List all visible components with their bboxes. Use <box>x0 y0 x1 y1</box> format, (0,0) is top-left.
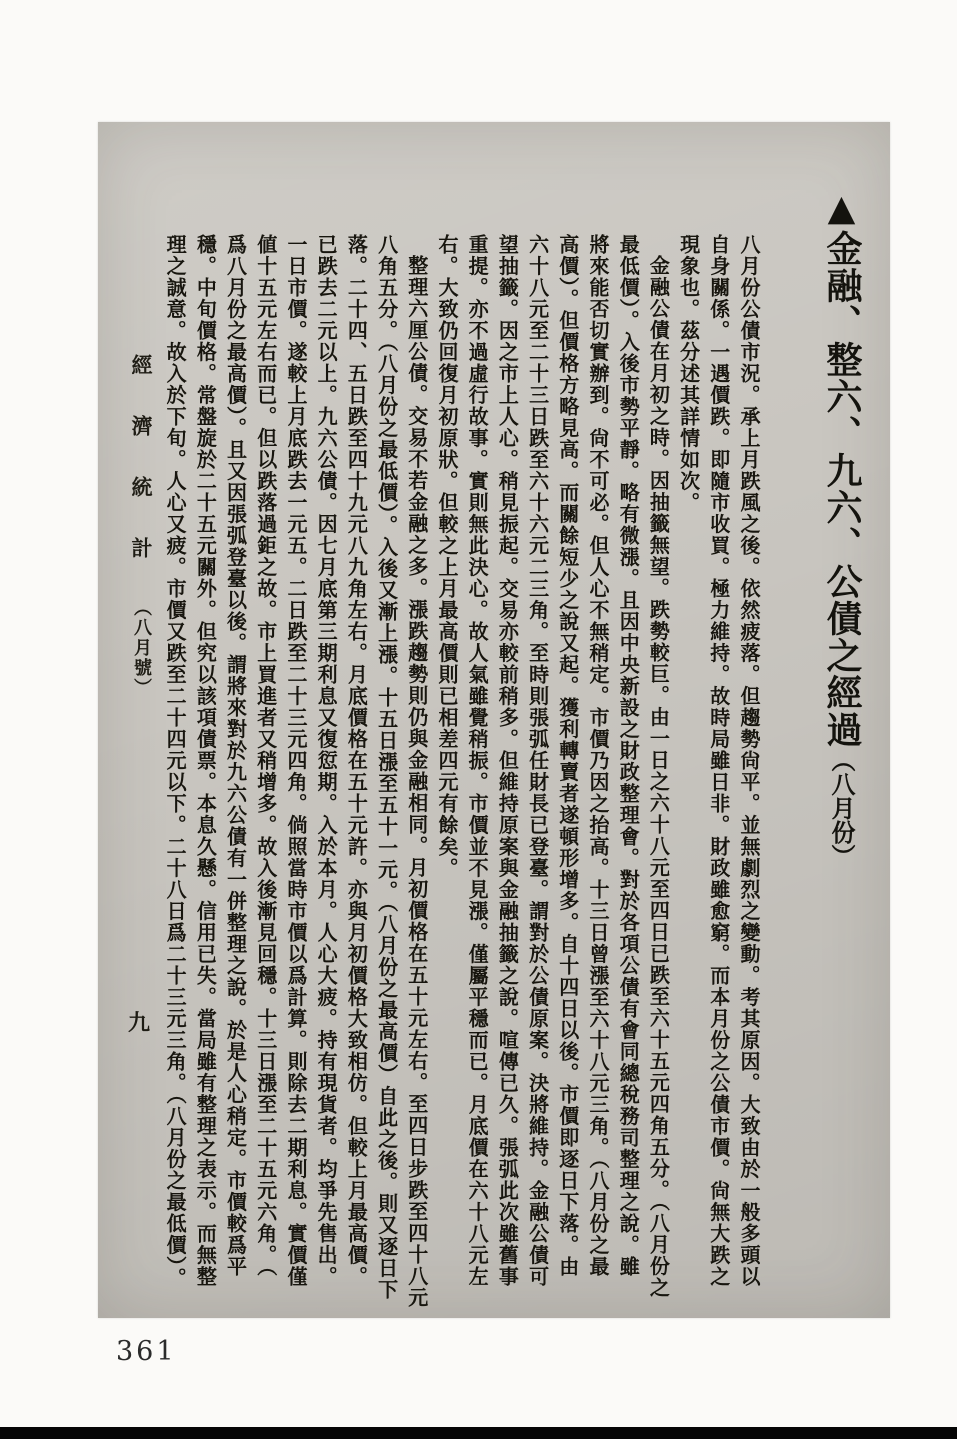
text-column: 已跌去二元以上。九六公債。因七月底第三期利息又復愆期。入於本月。人心大疲。持有現貨者。均爭先售出。 <box>314 234 339 1288</box>
text-column: 自身關係。一遇價跌。即隨市收買。極力維持。故時局雖日非。財政雖愈窮。而本月份之公債市價。尙無大跌之 <box>706 234 731 1288</box>
text-column: 將來能否切實辦到。尙不可必。但人心不無稍定。市價乃因之抬高。十三日曾漲至六十八元三角。（八月份之最 <box>585 234 610 1278</box>
page-number: 361 <box>116 1336 177 1367</box>
text-column: 金融公債在月初之時。因抽籤無望。跌勢較巨。由一日之六十八元至四日已跌至六十五元四角五分。（八月份之 <box>646 255 671 1299</box>
text-column: 爲八月份之最高價）。且又因張弧登臺以後。謂將來對於九六公債有一併整理之說。於是人心稍定。市價較爲平 <box>223 234 248 1278</box>
article-title-text: ▲金融、整六、九六、公債之經過 <box>821 188 862 748</box>
journal-name: 經濟統計 <box>129 354 153 598</box>
text-column: 値十五元左右而已。但以跌落過鉅之故。市上買進者又稍增多。故入後漸見回穩。十三日漲至二十五元六角。（ <box>253 234 278 1278</box>
journal-issue: （八月號） <box>131 598 152 698</box>
text-column: 一日市價。遂較上月底跌去一元五。二日跌至二十三元四角。倘照當時市價以爲計算。則除去二期利息。實價僅 <box>283 234 308 1288</box>
scan-edge-bar <box>0 1427 957 1439</box>
text-column: 落。二十四、五日跌至四十九元八九角左右。月底價格在五十元許。亦與月初價格大致相仿。但較上月最高價。 <box>344 234 369 1288</box>
scanned-page <box>98 122 890 1318</box>
text-column: 重提。亦不過虛行故事。實則無此決心。故人氣雖覺稍振。市價並不見漲。僅屬平穩而已。月底價在六十八元左 <box>465 234 490 1288</box>
text-column: 穩。中旬價格。常盤旋於二十五元關外。但究以該項債票。本息久懸。信用已失。當局雖有整理之表示。而無整 <box>193 234 218 1288</box>
text-column: 望抽籤。因之市上人心。稍見振起。交易亦較前稍多。但維持原案與金融抽籤之說。喧傳已久。張弧此次雖舊事 <box>495 234 520 1288</box>
text-column: 最低價）。入後市勢平靜。略有微漲。且因中央新設之財政整理會。對於各項公債有會同總稅務司整理之說。雖 <box>616 234 641 1278</box>
text-column: 整理六厘公債。交易不若金融之多。漲跌趨勢則仍與金融相同。月初價格在五十元左右。至四日步跌至四十八元 <box>404 255 429 1309</box>
article-title <box>818 188 864 1018</box>
section-page-marker: 九 <box>128 1011 151 1036</box>
article-body <box>160 234 764 1334</box>
article-title-period: （八月份） <box>827 748 855 868</box>
text-column: 高價）。但價格方略見高。而關餘短少之說又起。獲利轉賣者遂頓形增多。自十四日以後。市價即逐日下落。由 <box>555 234 580 1278</box>
text-column: 右。大致仍回復月初原狀。但較之上月最高價則已相差四元有餘矣。 <box>434 234 459 879</box>
journal-margin-label <box>126 354 156 874</box>
text-column: 八月份公債市況。承上月跌風之後。依然疲落。但趨勢尙平。並無劇烈之變動。考其原因。大致由於一般多頭以 <box>737 234 761 1288</box>
text-column: 現象也。茲分述其詳情如次。 <box>676 234 701 514</box>
text-column: 六十八元至二十三日跌至六十六元二三角。至時則張弧任財長已登臺。謂對於公債原案。決將維持。金融公債可 <box>525 234 550 1288</box>
text-column: 理之誠意。故入於下旬。人心又疲。市價又跌至二十四元以下。二十八日爲二十三元三角。（八月份之最低價）。 <box>163 234 188 1289</box>
text-column: 八角五分。（八月份之最低價）。入後又漸上漲。十五日漲至五十一元。（八月份之最高價）自此之後。則又逐日下 <box>374 234 399 1301</box>
